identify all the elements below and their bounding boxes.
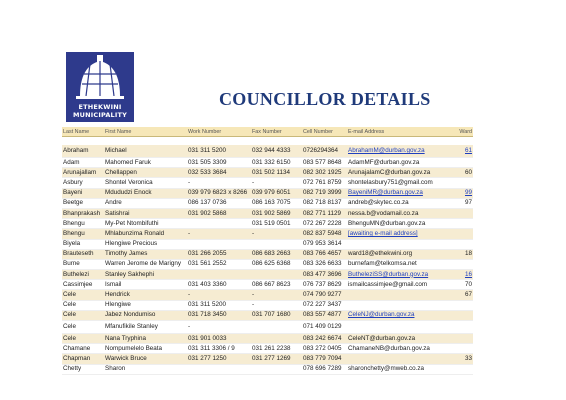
email-link[interactable]: [awaiting e-mail address] [348, 229, 418, 237]
cell-email [347, 229, 449, 239]
cell-cell-number: 072 761 8759 [302, 178, 347, 188]
cell-ward [449, 259, 473, 269]
cell-cell-number: 072 267 2228 [302, 219, 347, 229]
cell-fax-number: 031 277 1269 [251, 354, 302, 364]
cell-email [347, 310, 449, 320]
cell-ward [449, 158, 473, 168]
table-row [62, 290, 473, 300]
cell-work-number [187, 270, 251, 280]
cell-first-name: Hlengiwe [104, 300, 187, 310]
cell-first-name: My-Pet Ntombifuthi [104, 219, 187, 229]
table-row [62, 198, 473, 208]
cell-first-name: Warwick Bruce [104, 354, 187, 364]
cell-cell-number: 072 227 3437 [302, 300, 347, 310]
cell-last-name: Chamane [62, 344, 104, 354]
cell-first-name: Mdududzi Enock [104, 188, 187, 198]
cell-email [347, 321, 449, 334]
cell-last-name: Bhanprakash [62, 208, 104, 218]
cell-email: shontelasbury751@gmail.com [347, 178, 449, 188]
table-row [62, 259, 473, 269]
cell-first-name: Warren Jerome de Marigny [104, 259, 187, 269]
cell-cell-number: 079 953 3614 [302, 239, 347, 249]
table-row [62, 178, 473, 188]
cell-work-number: 031 311 5200 [187, 300, 251, 310]
table-row [62, 239, 473, 249]
cell-ward [449, 364, 473, 374]
table-row [62, 354, 473, 364]
cell-email [347, 290, 449, 300]
cell-last-name: Cele [62, 300, 104, 310]
cell-first-name: Stanley Sakhephi [104, 270, 187, 280]
cell-email [347, 145, 449, 158]
cell-first-name: Michael [104, 145, 187, 158]
cell-last-name: Bhengu [62, 229, 104, 239]
cell-email: sharonchetty@mweb.co.za [347, 364, 449, 374]
cell-first-name: Mahomed Faruk [104, 158, 187, 168]
table-row [62, 229, 473, 239]
cell-last-name: Bayeni [62, 188, 104, 198]
col-header-cell-number: Cell Number [302, 127, 347, 137]
email-link[interactable]: ButheleziSS@durban.gov.za [348, 270, 429, 278]
cell-work-number: 031 266 2055 [187, 249, 251, 259]
cell-fax-number: 031 502 1134 [251, 168, 302, 178]
logo-line-1: ETHEKWINI [78, 103, 122, 111]
cell-first-name: Nana Tryphina [104, 334, 187, 344]
table-row [62, 188, 473, 198]
cell-ward: 67 [449, 290, 473, 300]
email-link[interactable]: AbrahamM@durban.gov.za [348, 147, 425, 154]
col-header-first-name: First Name [104, 127, 187, 137]
table-row [62, 219, 473, 229]
table-row [62, 168, 473, 178]
cell-fax-number: 039 979 6051 [251, 188, 302, 198]
cell-ward [449, 310, 473, 320]
cell-fax-number [251, 239, 302, 249]
cell-cell-number: 076 737 8629 [302, 280, 347, 290]
table-row [62, 249, 473, 259]
ward-link[interactable]: 16 [464, 270, 472, 278]
cell-last-name: Chetty [62, 364, 104, 374]
cell-email [347, 270, 449, 280]
cell-work-number: - [187, 229, 251, 239]
cell-last-name: Arunajallam [62, 168, 104, 178]
email-link[interactable]: BayeniMR@durban.gov.za [348, 189, 423, 197]
cell-work-number: 031 403 3360 [187, 280, 251, 290]
cell-email [347, 300, 449, 310]
table-row [62, 208, 473, 218]
cell-last-name: Cele [62, 334, 104, 344]
cell-cell-number: 083 326 6633 [302, 259, 347, 269]
table-row [62, 280, 473, 290]
cell-ward [449, 321, 473, 334]
page-title: COUNCILLOR DETAILS [219, 89, 431, 109]
cell-ward: 70 [449, 280, 473, 290]
cell-fax-number: 086 683 2663 [251, 249, 302, 259]
city-hall-dome-icon [66, 52, 134, 102]
cell-ward: 33 [449, 354, 473, 364]
table-row [62, 364, 473, 374]
cell-email: burnefam@telkomsa.net [347, 259, 449, 269]
cell-cell-number: 083 779 7094 [302, 354, 347, 364]
table-row [62, 158, 473, 168]
cell-email: AdamMF@durban.gov.za [347, 158, 449, 168]
cell-fax-number: 031 707 1680 [251, 310, 302, 320]
table-row [62, 310, 473, 320]
header-spacer [62, 137, 473, 146]
table-header-row [62, 127, 473, 137]
cell-email [347, 354, 449, 364]
table-row [62, 300, 473, 310]
cell-fax-number: 086 625 6368 [251, 259, 302, 269]
cell-cell-number: 083 272 0405 [302, 344, 347, 354]
cell-last-name: Cele [62, 321, 104, 334]
cell-fax-number [251, 321, 302, 334]
cell-cell-number: 082 719 3999 [302, 188, 347, 198]
cell-fax-number: 031 261 2238 [251, 344, 302, 354]
cell-last-name: Cassimjee [62, 280, 104, 290]
col-header-ward: Ward [449, 127, 473, 137]
cell-work-number: - [187, 178, 251, 188]
table-row [62, 270, 473, 280]
cell-cell-number: 082 771 1129 [302, 208, 347, 218]
cell-first-name: Mfanufikile Stanley [104, 321, 187, 334]
cell-cell-number: 083 242 6674 [302, 334, 347, 344]
cell-last-name: Cele [62, 310, 104, 320]
cell-last-name: Biyela [62, 239, 104, 249]
email-link[interactable]: CeleNJ@durban.gov.za [348, 311, 415, 319]
cell-work-number: 086 137 0736 [187, 198, 251, 208]
cell-work-number [187, 239, 251, 249]
cell-first-name: Timothy James [104, 249, 187, 259]
cell-last-name: Buthelezi [62, 270, 104, 280]
cell-last-name: Brauteseth [62, 249, 104, 259]
cell-first-name: Hlengiwe Precious [104, 239, 187, 249]
cell-last-name: Asbury [62, 178, 104, 188]
cell-fax-number: 031 332 6150 [251, 158, 302, 168]
cell-ward [449, 300, 473, 310]
cell-fax-number: - [251, 300, 302, 310]
cell-last-name: Bhengu [62, 219, 104, 229]
cell-last-name: Abraham [62, 145, 104, 158]
logo-line-2: MUNICIPALITY [72, 111, 128, 119]
cell-ward: 60 [449, 168, 473, 178]
cell-last-name: Cele [62, 290, 104, 300]
cell-email: ChamaneNB@durban.gov.za [347, 344, 449, 354]
cell-work-number: 031 718 3450 [187, 310, 251, 320]
cell-first-name: Ismail [104, 280, 187, 290]
cell-fax-number: 086 163 7075 [251, 198, 302, 208]
cell-first-name: Shontel Veronica [104, 178, 187, 188]
cell-first-name: Andre [104, 198, 187, 208]
cell-cell-number: 078 696 7289 [302, 364, 347, 374]
col-header-fax-number: Fax Number [251, 127, 302, 137]
table-row [62, 145, 473, 158]
cell-cell-number: 083 557 4877 [302, 310, 347, 320]
cell-ward [449, 219, 473, 229]
cell-work-number: - [187, 321, 251, 334]
cell-cell-number: 083 766 4657 [302, 249, 347, 259]
cell-email: ismailcassimjee@gmail.com [347, 280, 449, 290]
cell-ward [449, 229, 473, 239]
cell-ward [449, 239, 473, 249]
cell-cell-number: 074 790 9277 [302, 290, 347, 300]
ward-link[interactable]: 61 [464, 147, 472, 154]
cell-work-number: 031 902 5868 [187, 208, 251, 218]
cell-cell-number: 083 477 3696 [302, 270, 347, 280]
cell-last-name: Chapman [62, 354, 104, 364]
cell-work-number: 039 979 6823 x 8266 [187, 188, 251, 198]
cell-ward [449, 344, 473, 354]
cell-email [347, 239, 449, 249]
cell-fax-number: - [251, 290, 302, 300]
cell-first-name: Hendrick [104, 290, 187, 300]
cell-first-name: Nompumelelo Beata [104, 344, 187, 354]
cell-work-number: 031 505 3309 [187, 158, 251, 168]
cell-email: nessa.b@vodamail.co.za [347, 208, 449, 218]
col-header-email: E-mail Address [347, 127, 449, 137]
cell-ward [449, 334, 473, 344]
cell-fax-number: - [251, 178, 302, 188]
cell-cell-number: 082 302 1925 [302, 168, 347, 178]
cell-work-number: - [187, 290, 251, 300]
cell-work-number: 031 277 1250 [187, 354, 251, 364]
cell-work-number: 031 561 2552 [187, 259, 251, 269]
cell-first-name: Mhlabunzima Ronald [104, 229, 187, 239]
table-row [62, 344, 473, 354]
cell-fax-number: 032 944 4333 [251, 145, 302, 158]
cell-email: BhenguMN@durban.gov.za [347, 219, 449, 229]
cell-fax-number: 031 902 5869 [251, 208, 302, 218]
cell-ward: 18 [449, 249, 473, 259]
cell-email: ward18@ethekwini.org [347, 249, 449, 259]
cell-first-name: Sharon [104, 364, 187, 374]
cell-work-number: 031 901 0033 [187, 334, 251, 344]
cell-ward: 97 [449, 198, 473, 208]
councillor-table [62, 127, 473, 375]
ward-link[interactable]: 99 [464, 189, 472, 197]
cell-first-name: Chellappen [104, 168, 187, 178]
cell-email [347, 188, 449, 198]
municipality-logo [66, 52, 134, 122]
cell-work-number [187, 364, 251, 374]
cell-work-number: 032 533 3684 [187, 168, 251, 178]
table-body [62, 137, 473, 375]
cell-ward [449, 145, 473, 158]
cell-email: CeleNT@durban.gov.za [347, 334, 449, 344]
cell-ward [449, 270, 473, 280]
cell-cell-number: 082 718 8137 [302, 198, 347, 208]
cell-ward [449, 188, 473, 198]
cell-fax-number: - [251, 229, 302, 239]
cell-ward [449, 208, 473, 218]
cell-last-name: Burne [62, 259, 104, 269]
cell-cell-number: 082 837 5948 [302, 229, 347, 239]
col-header-work-number: Work Number [187, 127, 251, 137]
cell-fax-number: 031 519 0501 [251, 219, 302, 229]
cell-email: ArunajalamC@durban.gov.za [347, 168, 449, 178]
table-row [62, 334, 473, 344]
col-header-last-name: Last Name [62, 127, 104, 137]
cell-email: andreb@skytec.co.za [347, 198, 449, 208]
cell-work-number [187, 219, 251, 229]
cell-cell-number: 0726294364 [302, 145, 347, 158]
table-row [62, 321, 473, 334]
cell-first-name: Satishrai [104, 208, 187, 218]
cell-work-number: 031 311 5200 [187, 145, 251, 158]
cell-cell-number: 083 577 8648 [302, 158, 347, 168]
cell-last-name: Adam [62, 158, 104, 168]
cell-first-name: Jabez Nondumiso [104, 310, 187, 320]
cell-ward [449, 178, 473, 188]
cell-last-name: Beetge [62, 198, 104, 208]
cell-fax-number [251, 364, 302, 374]
cell-cell-number: 071 409 0129 [302, 321, 347, 334]
cell-fax-number: 086 667 8623 [251, 280, 302, 290]
cell-fax-number [251, 334, 302, 344]
cell-fax-number [251, 270, 302, 280]
cell-work-number: 031 311 3306 / 9 [187, 344, 251, 354]
